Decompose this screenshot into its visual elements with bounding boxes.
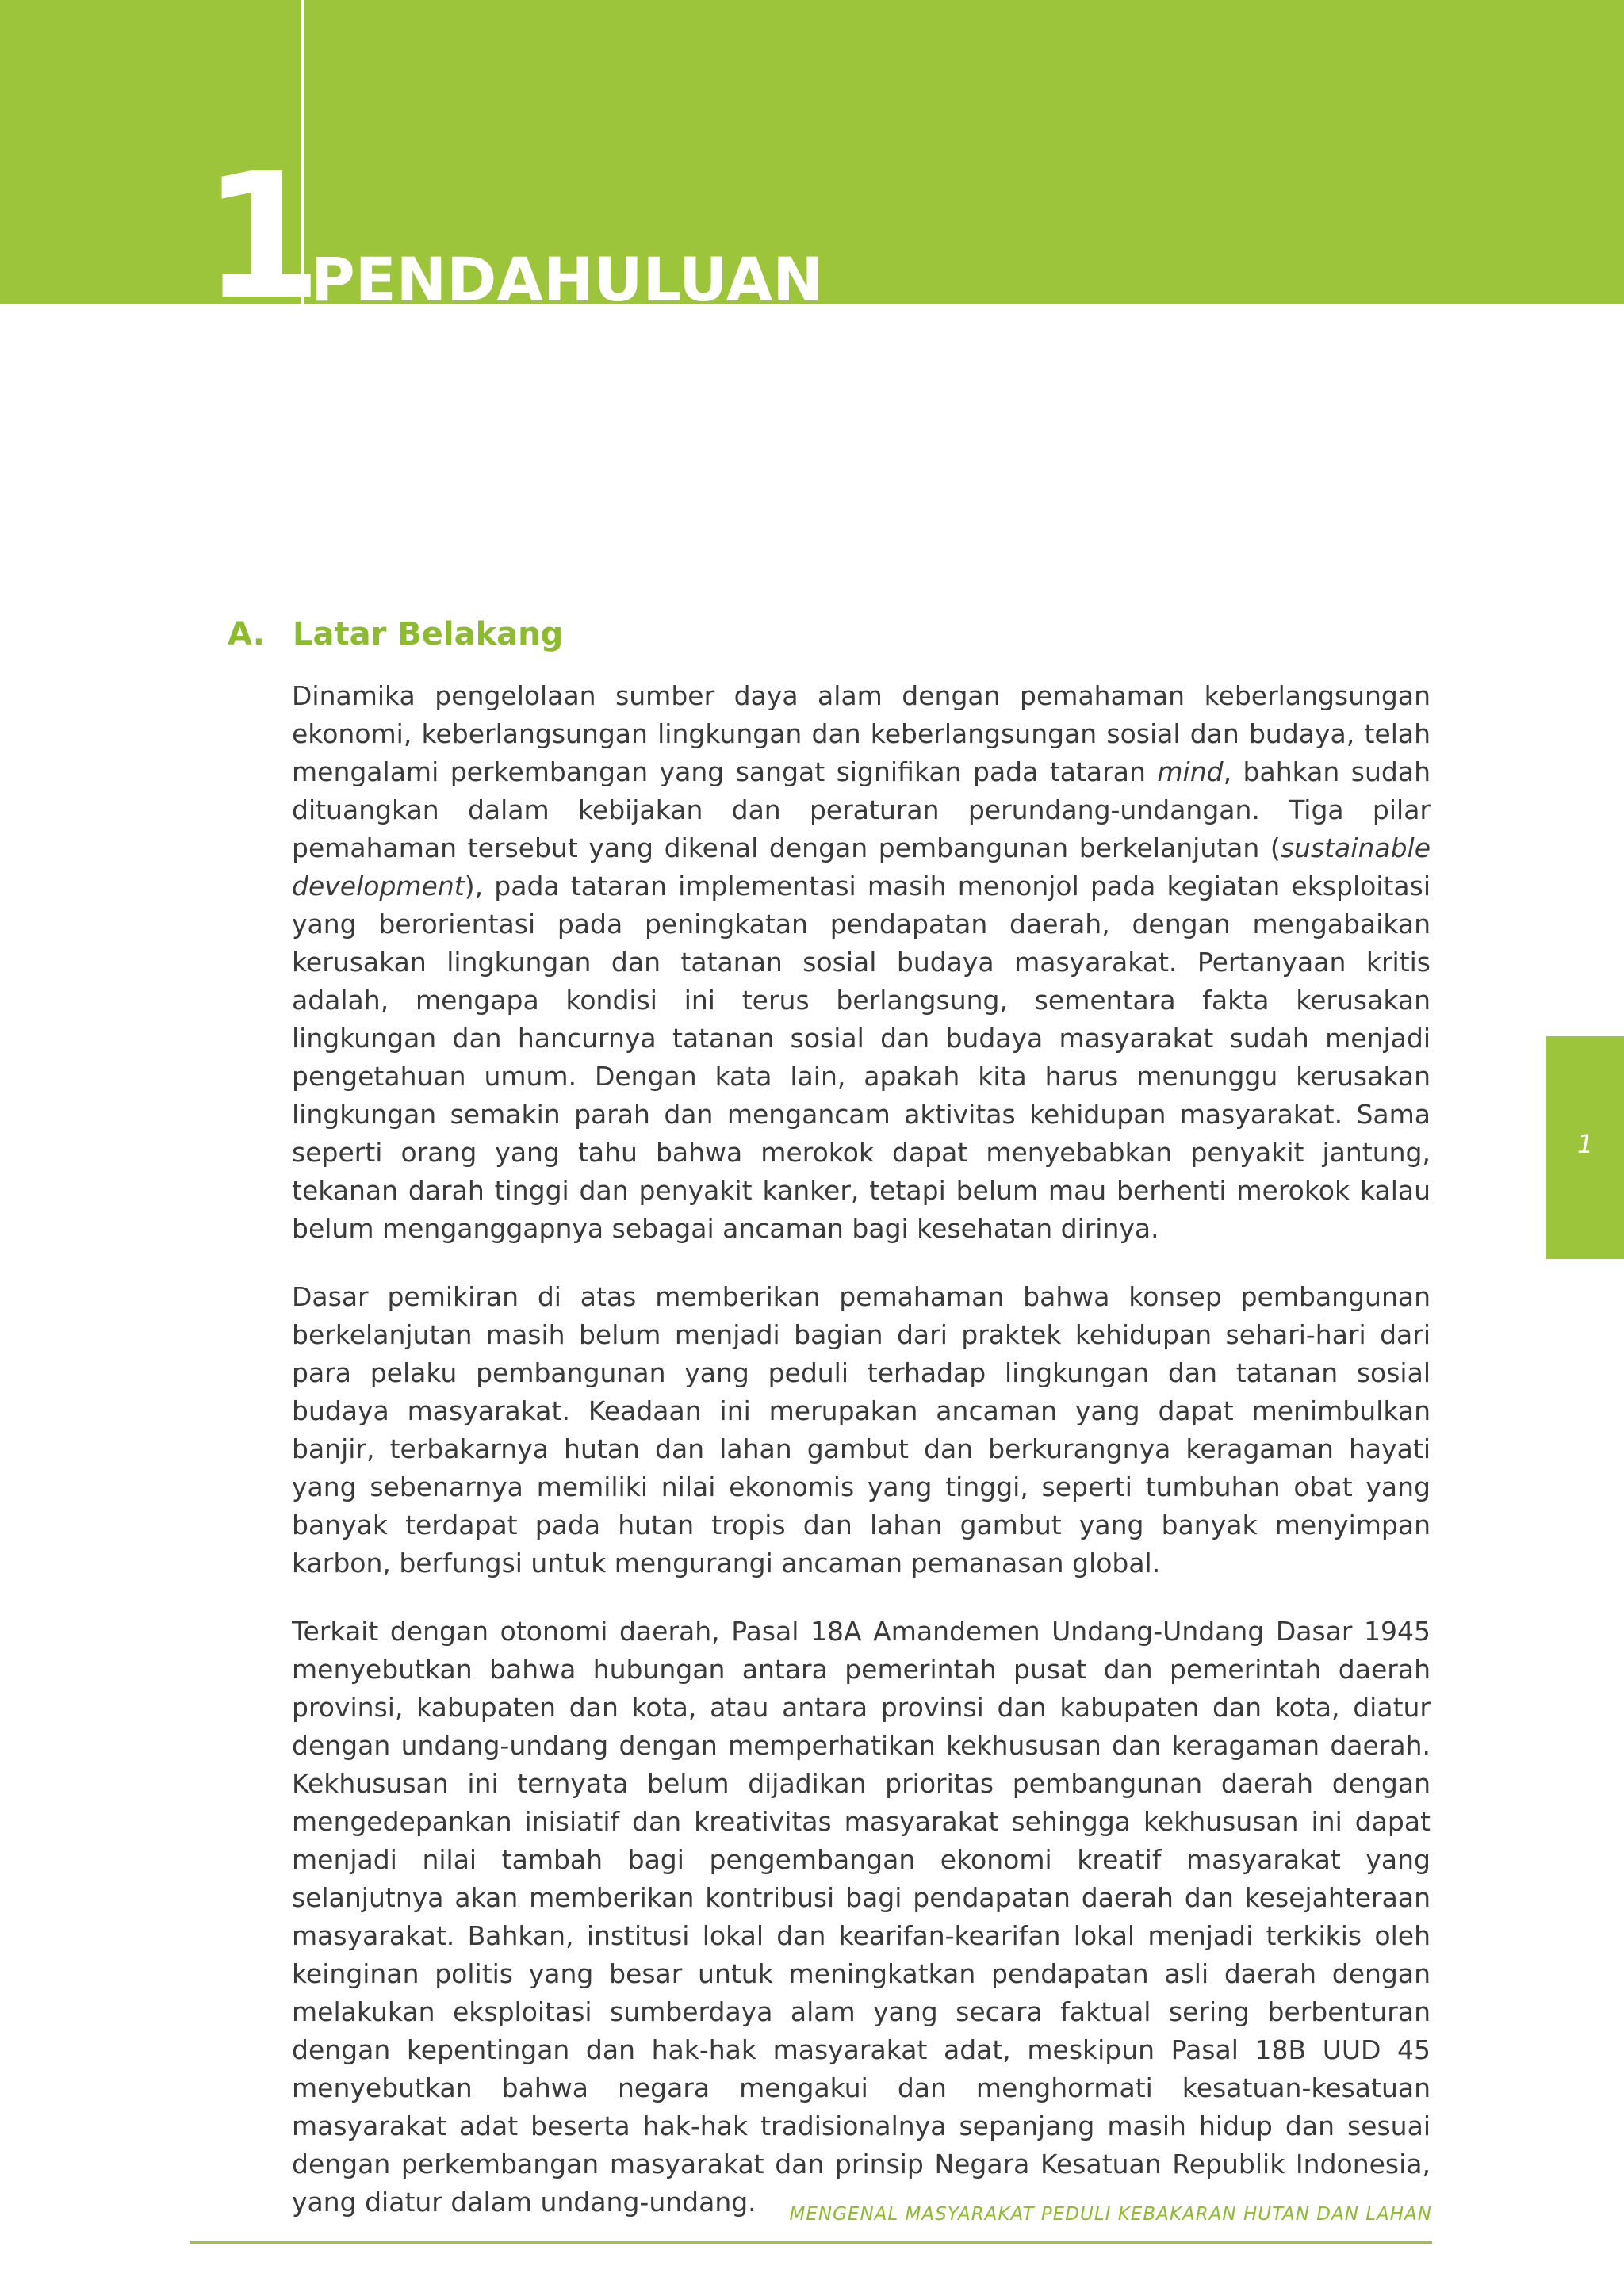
footer-divider-line	[190, 2241, 1432, 2244]
italic-term: sustainable development	[292, 832, 1431, 901]
running-footer-title: MENGENAL MASYARAKAT PEDULI KEBAKARAN HUTAN DAN LAHAN	[789, 2204, 1432, 2225]
text-run: ), pada tataran implementasi masih menonjol pada kegiatan eksploitasi yang berorientasi pada peningkatan pendapatan daerah, dengan mengabaikan kerusakan lingkungan dan tatanan sosial budaya masyarakat. Pertanyaan kritis adalah, mengapa kondisi ini terus berlangsung, sementara fakta kerusakan lingkungan dan hancurnya tatanan sosial dan budaya masyarakat sudah menjadi pengetahuan umum. Dengan kata lain, apakah kita harus menunggu kerusakan lingkungan semakin parah dan mengancam aktivitas kehidupan masyarakat. Sama seperti orang yang tahu bahwa merokok dapat menyebabkan penyakit jantung, tekanan darah tinggi dan penyakit kanker, tetapi belum mau berhenti merokok kalau belum menganggapnya sebagai ancaman bagi kesehatan dirinya.	[292, 871, 1431, 1244]
section-heading	[228, 612, 563, 656]
chapter-side-tab	[1546, 1036, 1624, 1259]
paragraph	[292, 677, 1431, 1248]
italic-term: mind	[1157, 756, 1224, 787]
text-run: Dinamika pengelolaan sumber daya alam dengan pemahaman keberlangsungan ekonomi, keberlangsungan lingkungan dan keberlangsungan sosial dan budaya, telah mengalami perkembangan yang sangat signifikan pada tataran	[292, 680, 1431, 787]
paragraph	[292, 1278, 1431, 1582]
chapter-title: PENDAHULUAN	[311, 244, 823, 304]
chapter-number: 1	[202, 143, 320, 304]
text-run: , bahkan sudah dituangkan dalam kebijakan dan peraturan perundang-undangan. Tiga pilar pemahaman tersebut yang dikenal dengan pembangunan berkelanjutan (	[292, 756, 1431, 863]
side-tab-number: 1	[1576, 1129, 1594, 1159]
text-run: Dasar pemikiran di atas memberikan pemahaman bahwa konsep pembangunan berkelanjutan masih belum menjadi bagian dari praktek kehidupan sehari-hari dari para pelaku pembangunan yang peduli terhadap lingkungan dan tatanan sosial budaya masyarakat. Keadaan ini merupakan ancaman yang dapat menimbulkan banjir, terbakarnya hutan dan lahan gambut dan berkurangnya keragaman hayati yang sebenarnya memiliki nilai ekonomis yang tinggi, seperti tumbuhan obat yang banyak terdapat pada hutan tropis dan lahan gambut yang banyak menyimpan karbon, berfungsi untuk mengurangi ancaman pemanasan global.	[292, 1281, 1431, 1578]
section-title: Latar Belakang	[293, 616, 564, 652]
paragraph	[292, 1613, 1431, 2221]
text-run: Terkait dengan otonomi daerah, Pasal 18A Amandemen Undang-Undang Dasar 1945 menyebutkan bahwa hubungan antara pemerintah pusat dan pemerintah daerah provinsi, kabupaten dan kota, atau antara provinsi dan kabupaten dan kota, diatur dengan undang-undang dengan memperhatikan kekhususan dan keragaman daerah. Kekhususan ini ternyata belum dijadikan prioritas pembangunan daerah dengan mengedepankan inisiatif dan kreativitas masyarakat sehingga kekhususan ini dapat menjadi nilai tambah bagi pengembangan ekonomi kreatif masyarakat yang selanjutnya akan memberikan kontribusi bagi pendapatan daerah dan kesejahteraan masyarakat. Bahkan, institusi lokal dan kearifan-kearifan lokal menjadi terkikis oleh keinginan politis yang besar untuk meningkatkan pendapatan asli daerah dengan melakukan eksploitasi sumberdaya alam yang secara faktual sering berbenturan dengan kepentingan dan hak-hak masyarakat adat, meskipun Pasal 18B UUD 45 menyebutkan bahwa negara mengakui dan menghormati kesatuan-kesatuan masyarakat adat beserta hak-hak tradisionalnya sepanjang masih hidup dan sesuai dengan perkembangan masyarakat dan prinsip Negara Kesatuan Republik Indonesia, yang diatur dalam undang-undang.	[292, 1616, 1431, 2218]
body-text	[292, 677, 1431, 2252]
section-letter: A.	[228, 616, 265, 652]
